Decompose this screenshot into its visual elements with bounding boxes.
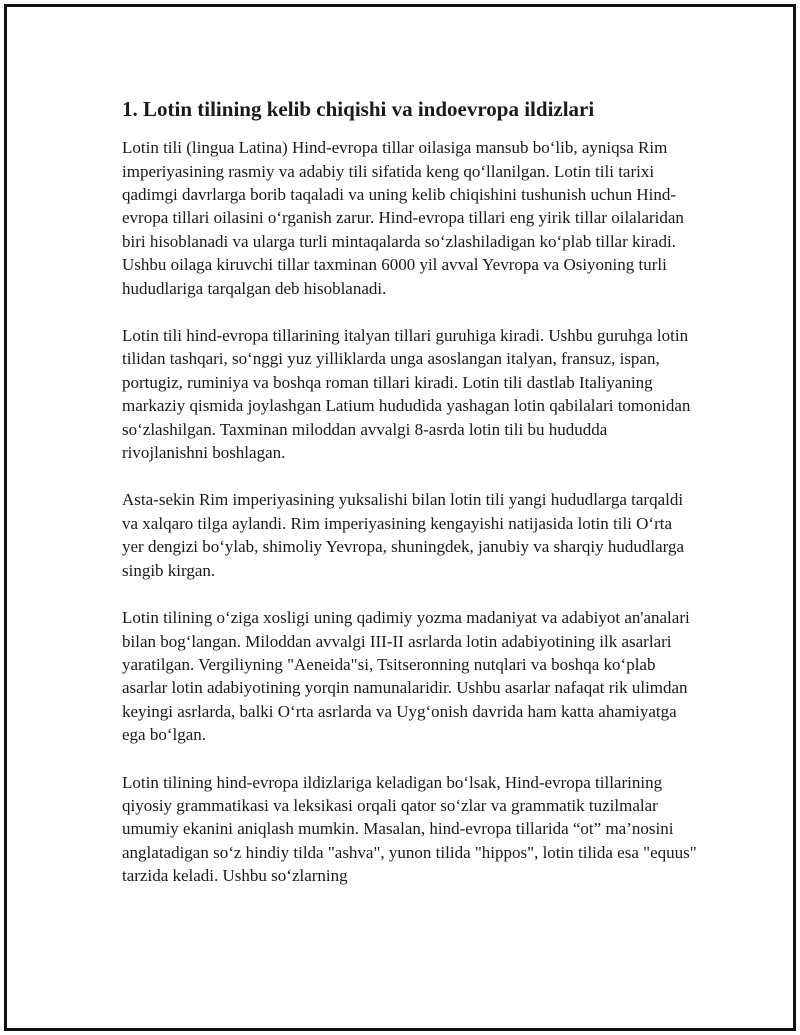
paragraph-origin-overview: Lotin tili (lingua Latina) Hind-evropa tillar oilasiga mansub bo‘lib, ayniqsa Rim imperiyasining rasmiy va adabiy tili sifatida keng qo‘llanilgan. Lotin tili tarixi qadimgi davrlarga borib taqaladi va uning kelib chiqishini tushunish uchun Hind-evropa tillari oilasini o‘rganish zarur. Hind-evropa tillari eng yirik tillar oilalaridan biri hisoblanadi va ularga turli mintaqalarda so‘zlashiladigan ko‘plab tillar kiradi. Ushbu oilaga kiruvchi tillar taxminan 6000 yil avval Yevropa va Osiyoning turli hududlariga tarqalgan deb hisoblanadi. bbox=[122, 138, 684, 298]
paragraph-italic-group: Lotin tili hind-evropa tillarining italyan tillari guruhiga kiradi. Ushbu guruhga lotin tilidan tashqari, so‘nggi yuz yilliklarda unga asoslangan italyan, fransuz, ispan, portugiz, ruminiya va boshqa roman tillari kiradi. Lotin tili dastlab Italiyaning markaziy qismida joylashgan Latium hududida yashagan lotin qabilalari tomonidan so‘zlashilgan. Taxminan miloddan avvalgi 8-asrda lotin tili bu hududda rivojlanishni boshlagan. bbox=[122, 326, 691, 463]
paragraph-indo-european-roots: Lotin tilining hind-evropa ildizlariga keladigan bo‘lsak, Hind-evropa tillarining qiyosiy grammatikasi va leksikasi orqali qator so‘zlar va grammatik tuzilmalar umumiy ekanini aniqlash mumkin. Masalan, hind-evropa tillarida “ot” ma’nosini anglatadigan so‘z hindiy tilda "ashva", yunon tilida "hippos", lotin tilida esa "equus" tarzida keladi. Ushbu so‘zlarning bbox=[122, 772, 697, 886]
section-heading: 1. Lotin tilining kelib chiqishi va indoevropa ildizlari bbox=[122, 97, 595, 121]
page-frame bbox=[4, 4, 796, 1031]
document-body bbox=[122, 97, 697, 912]
paragraph-roman-expansion: Asta-sekin Rim imperiyasining yuksalishi bilan lotin tili yangi hududlarga tarqaldi va xalqaro tilga aylandi. Rim imperiyasining kengayishi natijasida lotin tili O‘rta yer dengizi bo‘ylab, shimoliy Yevropa, shuningdek, janubiy va sharqiy hududlarga singib kirgan. bbox=[122, 490, 685, 580]
paragraph-literary-tradition: Lotin tilining o‘ziga xosligi uning qadimiy yozma madaniyat va adabiyot an'analari bilan bog‘langan. Miloddan avvalgi III-II asrlarda lotin adabiyotining ilk asarlari yaratilgan. Vergiliyning "Aeneida"si, Tsitseronning nutqlari va boshqa ko‘plab asarlar lotin adabiyotining yorqin namunalaridir. Ushbu asarlar nafaqat rik ulimdan keyingi asrlarda, balki O‘rta asrlarda va Uyg‘onish davrida ham katta ahamiyatga ega bo‘lgan. bbox=[122, 608, 690, 745]
